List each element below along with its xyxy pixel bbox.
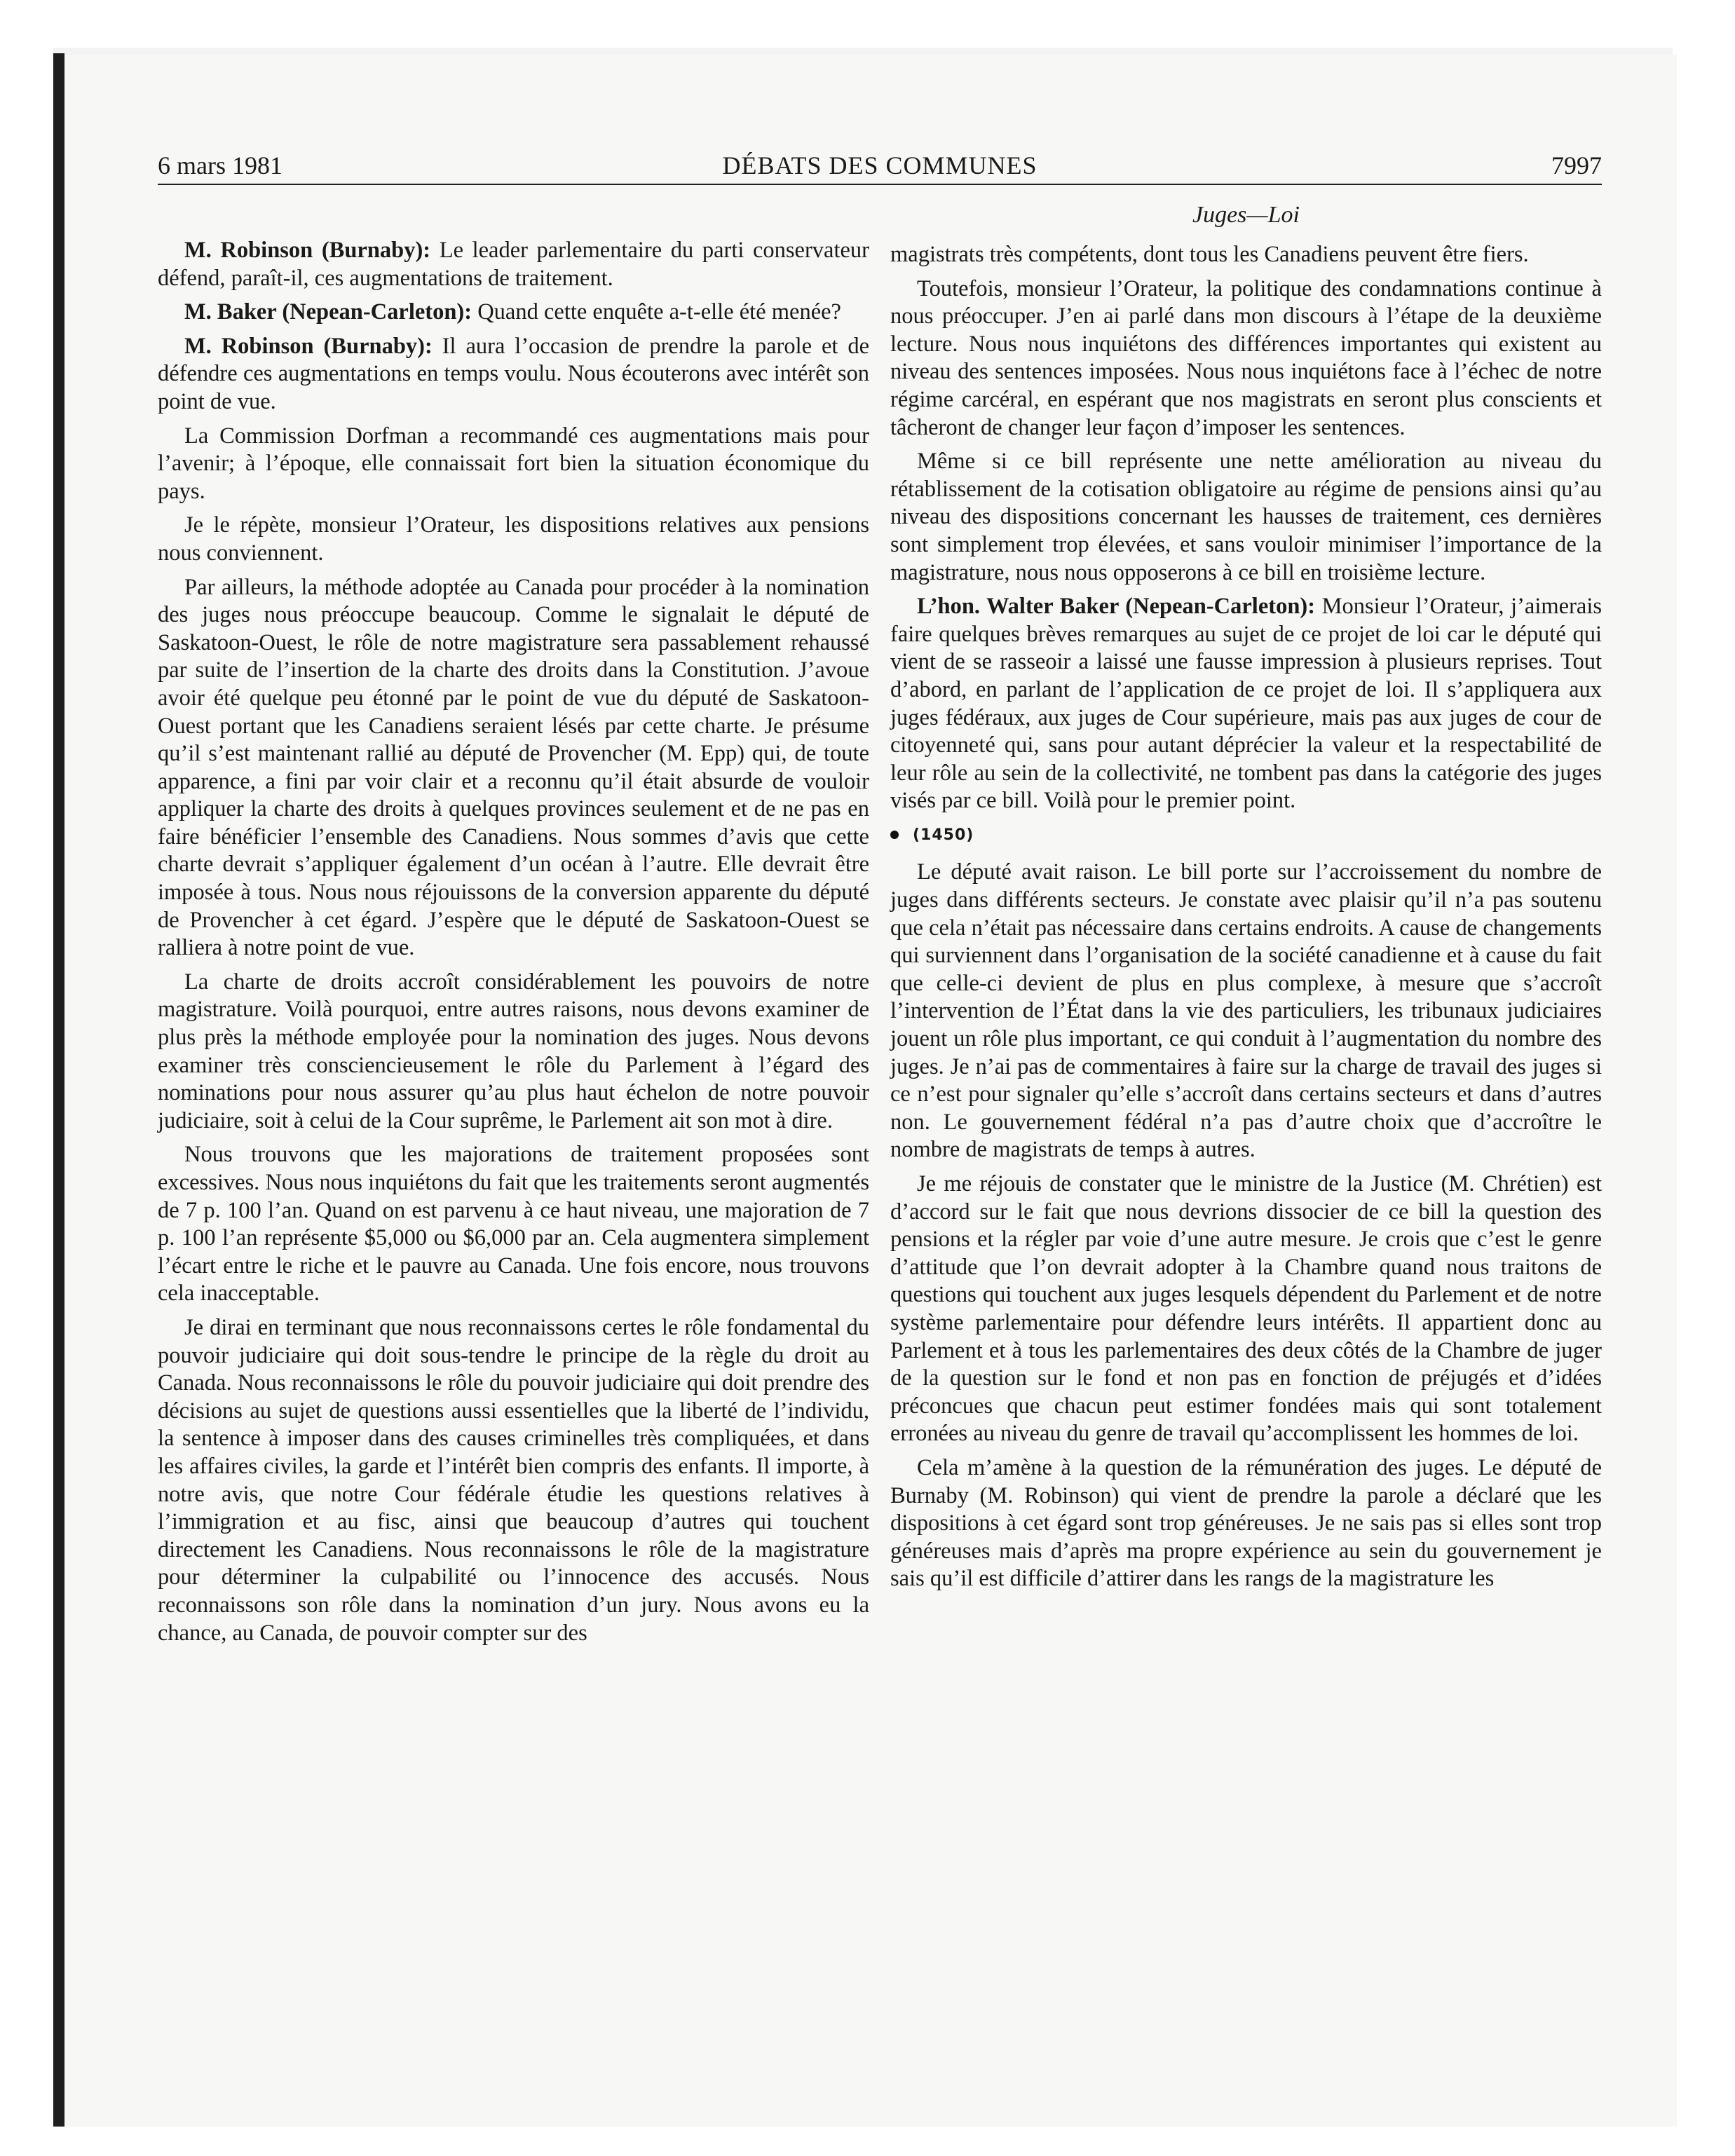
right-column [890,241,1602,1593]
paragraph [158,237,869,292]
paragraph: Cela m’amène à la question de la rémunération des juges. Le député de Burnaby (M. Robinson) qui vient de prendre la parole a déclaré que les dispositions à cet égard sont trop généreuses. Je ne sais pas si elles sont trop généreuses mais d’après ma propre expérience au sein du gouvernement je sais qu’il est difficile d’attirer dans les rangs de la magistrature les [890,1454,1602,1592]
paragraph: La Commission Dorfman a recommandé ces augmentations mais pour l’avenir; à l’époque, elle connaissait fort bien la situation économique du pays. [158,423,869,504]
paragraph [890,593,1602,815]
paragraph: La charte de droits accroît considérablement les pouvoirs de notre magistrature. Voilà pourquoi, entre autres raisons, nous devons examiner de plus près la méthode employée pour la nomination des juges. Nous devons examiner très consciencieusement le rôle du Parlement à l’égard des nominations pour nous assurer qu’au plus haut échelon de notre pouvoir judiciaire, soit à celui de la Cour suprême, le Parlement ait son mot à dire. [158,969,869,1133]
paragraph: Nous trouvons que les majorations de traitement proposées sont excessives. Nous nous inquiétons du fait que les traitements seront augmentés de 7 p. 100 l’an. Quand on est parvenu à ce haut niveau, une majoration de 7 p. 100 l’an représente $5,000 ou $6,000 par an. Cela augmentera simplement l’écart entre le riche et le pauvre au Canada. Une fois encore, nous trouvons cela inacceptable. [158,1142,869,1306]
speaker-name: L’hon. Walter Baker (Nepean-Carleton): [917,594,1316,620]
running-subject: Juges—Loi [1192,202,1300,228]
paragraph: Le député avait raison. Le bill porte sur l’accroissement du nombre de juges dans différents secteurs. Je constate avec plaisir qu’il n’a pas soutenu que cela n’était pas nécessaire dans certains endroits. A cause de changements qui surviennent dans l’organisation de la société canadienne et à cause du fait que celle-ci devient de plus en plus complexe, à mesure que s’accroît l’intervention de l’État dans la vie des particuliers, les tribunaux judiciaires jouent un rôle plus important, ce qui conduit à l’augmentation du nombre des juges. Je n’ai pas de commentaires à faire sur la charge de travail des juges si ce n’est pour signaler qu’elle s’accroît dans certains secteurs et dans d’autres non. Le gouvernement fédéral n’a pas d’autre choix que d’accroître le nombre de magistrats de temps à autres. [890,859,1602,1163]
header-date: 6 mars 1981 [158,151,283,179]
paragraph: Je dirai en terminant que nous reconnaissons certes le rôle fondamental du pouvoir judiciaire qui doit sous-tendre le principe de la règle du droit au Canada. Nous reconnaissons le rôle du pouvoir judiciaire qui doit prendre des décisions au sujet de questions aussi essentielles que la liberté de l’individu, la sentence à imposer dans des causes criminelles très compliquées, et dans les affaires civiles, la garde et l’intérêt bien compris des enfants. Il importe, à notre avis, que notre Cour fédérale étudie les questions relatives à l’immigration et au fisc, ainsi que beaucoup d’autres qui touchent directement les Canadiens. Nous reconnaissons le rôle de la magistrature pour déterminer la culpabilité ou l’innocence des accusés. Nous reconnaissons son rôle dans la nomination d’un jury. Nous avons eu la chance, au Canada, de pouvoir compter sur des [158,1314,869,1646]
paragraph: Je me réjouis de constater que le ministre de la Justice (M. Chrétien) est d’accord sur le fait que nous devrions dissocier de ce bill la question des pensions et la régler par voie d’une autre mesure. Je crois que c’est le genre d’attitude que l’on devrait adopter à la Chambre quand nous traitons de questions qui touchent aux juges lesquels dépendent du Parlement et de notre système parlementaire pour défendre leurs intérêts. Il appartient donc au Parlement et à tous les parlementaires des deux côtés de la Chambre de juger de la question sur le fond et non pas en fonction de préjugés et d’idées préconcues que chacun peut estimer fondées mais qui sont totalement erronées au niveau du genre de travail qu’accomplissent les hommes de loi. [890,1171,1602,1447]
paragraph [158,333,869,416]
paragraph: Toutefois, monsieur l’Orateur, la politique des condamnations continue à nous préoccuper. J’en ai parlé dans mon discours à l’étape de la deuxième lecture. Nous nous inquiétons des différences importantes qui existent au niveau des sentences imposées. Nous nous inquiétons face à l’échec de notre régime carcéral, en espérant que nos magistrats en seront plus conscients et tâcheront de changer leur façon d’imposer les sentences. [890,275,1602,440]
timestamp-text: (1450) [913,826,974,844]
paragraph-text: Il aura l’occasion de prendre la parole et de défendre ces augmentations en temps voulu. Nous écouterons avec intérêt son point de vue. [158,333,870,414]
speaker-name: M. Robinson (Burnaby): [184,238,431,263]
paragraph: Même si ce bill représente une nette amélioration au niveau du rétablissement de la cotisation obligatoire au régime de pensions ainsi qu’au niveau des dispositions concernant les hausses de traitement, ces dernières sont simplement trop élevées, et sans vouloir minimiser l’importance de la magistrature, nous nous opposerons à ce bill en troisième lecture. [890,449,1602,585]
timestamp-marker [890,821,1602,850]
paragraph-text: Monsieur l’Orateur, j’aimerais faire quelques brèves remarques au sujet de ce projet de loi car le député qui vient de se rasseoir a laissé une fausse impression à plusieurs reprises. Tout d’abord, en parlant de l’application de ce projet de loi. Il s’appliquera aux juges fédéraux, aux juges de Cour supérieure, mais pas aux juges de cour de citoyenneté qui, sans pour autant déprécier la valeur et la respectabilité de leur rôle au sein de la collectivité, ne tombent pas dans la catégorie des juges visés par ce bill. Voilà pour le premier point. [890,594,1602,814]
speaker-name: M. Baker (Nepean-Carleton): [184,299,472,325]
bullet-dot-icon [890,831,899,839]
paragraph: Je le répète, monsieur l’Orateur, les dispositions relatives aux pensions nous conviennent. [158,512,869,566]
paragraph: magistrats très compétents, dont tous les Canadiens peuvent être fiers. [890,242,1529,267]
header-title: DÉBATS DES COMMUNES [722,151,1037,179]
left-column [158,237,869,1647]
paragraph-text: Quand cette enquête a-t-elle été menée? [472,299,841,325]
page-header [158,151,1602,184]
speaker-name: M. Robinson (Burnaby): [184,333,433,359]
header-page-number: 7997 [1551,151,1602,179]
paragraph [158,299,869,327]
scan-top-edge [53,48,1673,55]
header-rule [158,184,1602,185]
paragraph-text: Le leader parlementaire du parti conservateur défend, paraît-il, ces augmentations de traitement. [158,238,870,291]
scan-left-edge [53,53,64,2127]
paragraph: Par ailleurs, la méthode adoptée au Canada pour procéder à la nomination des juges nous préoccupe beaucoup. Comme le signalait le député de Saskatoon-Ouest, le rôle de notre magistrature sera passablement rehaussé par suite de l’insertion de la charte des droits dans la Constitution. J’avoue avoir été quelque peu étonné par le point de vue du député de Saskatoon-Ouest portant que les Canadiens seraient lésés par cette charte. Je présume qu’il s’est maintenant rallié au député de Provencher (M. Epp) qui, de toute apparence, a fini par voir clair et a reconnu qu’il était absurde de vouloir appliquer la charte des droits à quelques provinces seulement et de ne pas en faire bénéficier l’ensemble des Canadiens. Nous sommes d’avis que cette charte devrait s’appliquer également d’un océan à l’autre. Elle devrait être imposée à tous. Nous nous réjouissons de la conversion apparente du député de Provencher à cet égard. J’espère que le député de Saskatoon-Ouest se ralliera à notre point de vue. [158,574,869,961]
